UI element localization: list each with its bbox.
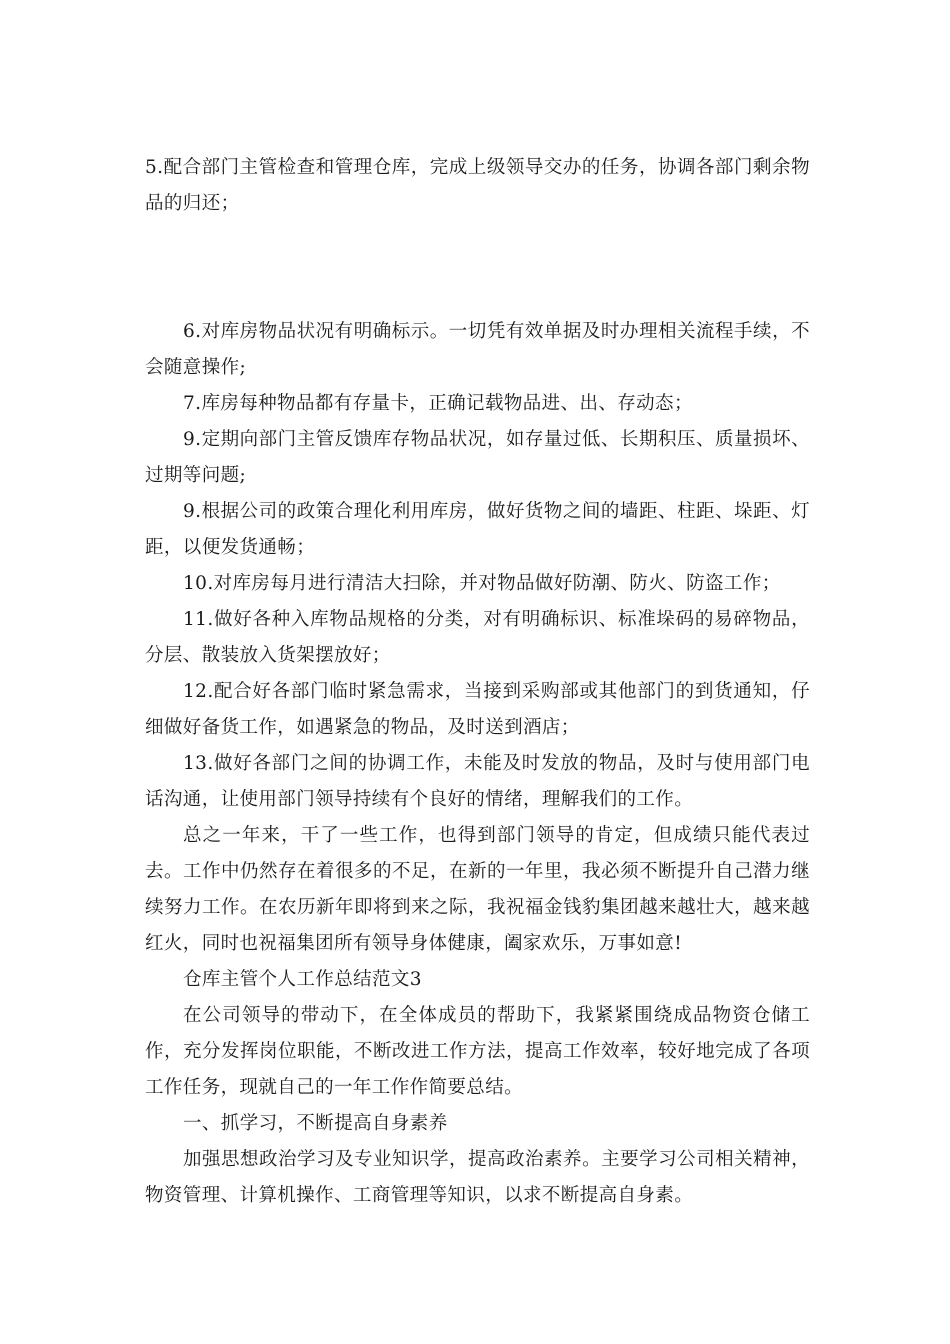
paragraph-item-11: 11.做好各种入库物品规格的分类，对有明确标识、标准垛码的易碎物品，分层、散装放入货架摆放好； [145,609,810,666]
summary-paragraph: 总之一年来，干了一些工作，也得到部门领导的肯定，但成绩只能代表过去。工作中仍然存在着很多的不足，在新的一年里，我必须不断提升自己潜力继续努力工作。在农历新年即将到来之际，我祝福金钱豹集团越来越壮大，越来越红火，同时也祝福集团所有领导身体健康，阖家欢乐，万事如意! [145,825,810,954]
paragraph-item-9b: 9.根据公司的政策合理化利用库房，做好货物之间的墙距、柱距、垛距、灯距，以便发货通畅； [145,501,810,558]
paragraph-item-6: 6.对库房物品状况有明确标示。一切凭有效单据及时办理相关流程手续，不会随意操作; [145,321,810,378]
section-title: 仓库主管个人工作总结范文3 [183,969,422,990]
paragraph-item-9a: 9.定期向部门主管反馈库存物品状况，如存量过低、长期积压、质量损坏、过期等问题; [145,429,810,486]
paragraph-item-13: 13.做好各部门之间的协调工作，未能及时发放的物品，及时与使用部门电话沟通，让使用部门领导持续有个良好的情绪，理解我们的工作。 [145,753,810,810]
paragraph-gap [145,222,810,314]
intro-paragraph: 在公司领导的带动下，在全体成员的帮助下，我紧紧围绕成品物资仓储工作，充分发挥岗位职能，不断改进工作方法，提高工作效率，较好地完成了各项工作任务，现就自己的一年工作作简要总结。 [145,1005,810,1098]
section-heading: 一、抓学习，不断提高自身素养 [183,1113,448,1134]
paragraph-item-5: 5.配合部门主管检查和管理仓库，完成上级领导交办的任务，协调各部门剩余物品的归还； [145,157,810,214]
study-paragraph: 加强思想政治学习及专业知识学，提高政治素养。主要学习公司相关精神，物资管理、计算机操作、工商管理等知识，以求不断提高自身素。 [145,1149,810,1206]
document-page [145,150,810,1214]
paragraph-item-10: 10.对库房每月进行清洁大扫除，并对物品做好防潮、防火、防盗工作； [183,573,781,594]
paragraph-item-7: 7.库房每种物品都有存量卡，正确记载物品进、出、存动态； [183,393,693,414]
paragraph-item-12: 12.配合好各部门临时紧急需求，当接到采购部或其他部门的到货通知，仔细做好备货工作，如遇紧急的物品，及时送到酒店； [145,681,810,738]
